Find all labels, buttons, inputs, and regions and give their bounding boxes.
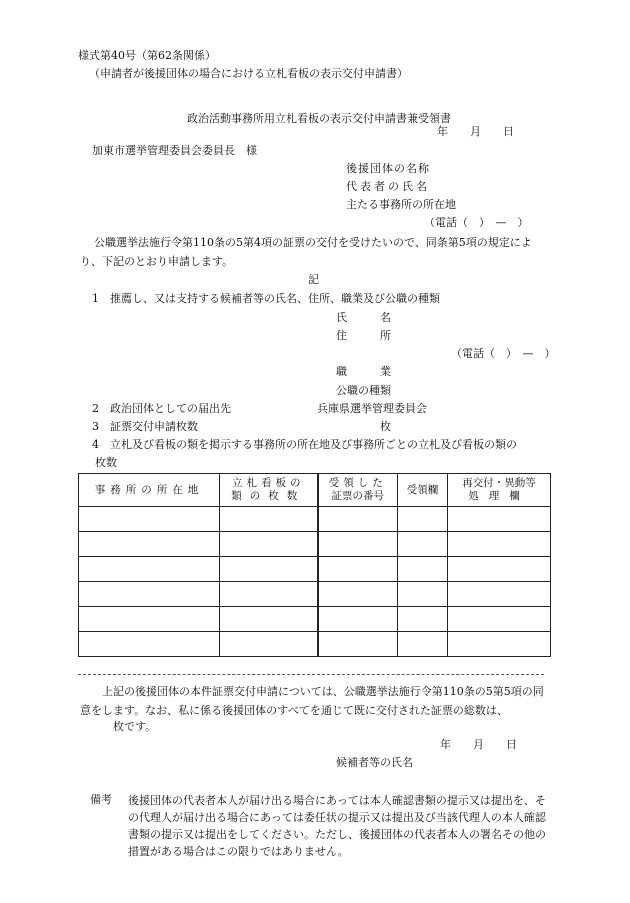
- candidate-address-label: 住 所: [336, 329, 391, 342]
- col-certificate-number: 受領した 証票の番号: [318, 474, 398, 507]
- table-row: [79, 557, 551, 582]
- applicant-rep-name-label: 代表者の氏名: [346, 180, 430, 193]
- dotted-divider: [78, 674, 544, 675]
- table-row: [79, 607, 551, 632]
- col-reissue: 再交付・異動等 処理欄: [448, 474, 551, 507]
- document-title: 政治活動事務所用立札看板の表示交付申請書兼受領書: [187, 112, 451, 125]
- col-receipt: 受領欄: [398, 474, 448, 507]
- table-row: [79, 632, 551, 657]
- candidate-job-label: 職 業: [336, 365, 391, 378]
- form-subtitle: （申請者が後援団体の場合における立札看板の表示交付申請書）: [89, 67, 408, 80]
- consent-date: 年 月 日: [440, 738, 517, 751]
- item-3-unit: 枚: [380, 420, 391, 433]
- remarks-text: 後援団体の代表者本人が届け出る場合にあっては本人確認書類の提示又は提出を、その代理人が届け出る場合にあっては委任状の提示又は提出及び当該代理人の本人確認書類の提示又は提出をしてください。ただし、後援団体の代表者本人の署名その他の措置がある場合はこの限りではありません。: [128, 794, 546, 858]
- candidate-signature-label: 候補者等の氏名: [336, 756, 413, 769]
- consent-count-line: 枚です。: [113, 720, 157, 733]
- applicant-office-address-label: 主たる事務所の所在地: [346, 198, 456, 211]
- table-row: [79, 582, 551, 607]
- office-signboard-table: [78, 473, 551, 657]
- item-4-label-cont: 枚数: [95, 456, 117, 469]
- ki-heading: 記: [308, 273, 319, 286]
- item-3-label: 3 証票交付申請枚数: [92, 420, 198, 433]
- col-signboard-count: 立札看板の 類の枚数: [220, 474, 318, 507]
- form-number: 様式第40号（第62条関係）: [78, 49, 216, 62]
- remarks-label: 備考: [90, 793, 112, 806]
- applicant-phone: （電話（ ） — ）: [424, 216, 529, 229]
- table-row: [79, 507, 551, 532]
- addressee: 加東市選挙管理委員会委員長 様: [92, 144, 257, 157]
- candidate-phone: （電話（ ） — ）: [451, 347, 556, 360]
- item-2-label: 2 政治団体としての届出先: [92, 402, 231, 415]
- item-4-label: 4 立札及び看板の類を掲示する事務所の所在地及び事務所ごとの立札及び看板の類の: [92, 438, 517, 451]
- application-paragraph: 公職選挙法施行令第110条の5第4項の証票の交付を受けたいので、同条第5項の規定により、下記のとおり申請します。: [80, 236, 532, 268]
- consent-paragraph: 上記の後援団体の本件証票交付申請については、公職選挙法施行令第110条の5第5項の同意をします。なお、私に係る後援団体のすべてを通じて既に交付された証票の総数は、: [80, 685, 544, 717]
- col-office-address: 事務所の所在地: [79, 474, 220, 507]
- application-date: 年 月 日: [437, 125, 514, 138]
- table-header-row: [79, 474, 551, 507]
- item-2-value: 兵庫県選挙管理委員会: [317, 402, 427, 415]
- item-1-label: 1 推薦し、又は支持する候補者等の氏名、住所、職業及び公職の種類: [92, 292, 440, 305]
- candidate-office-type-label: 公職の種類: [336, 384, 391, 397]
- applicant-org-name-label: 後援団体の名称: [346, 162, 430, 175]
- table-row: [79, 532, 551, 557]
- candidate-name-label: 氏 名: [336, 311, 391, 324]
